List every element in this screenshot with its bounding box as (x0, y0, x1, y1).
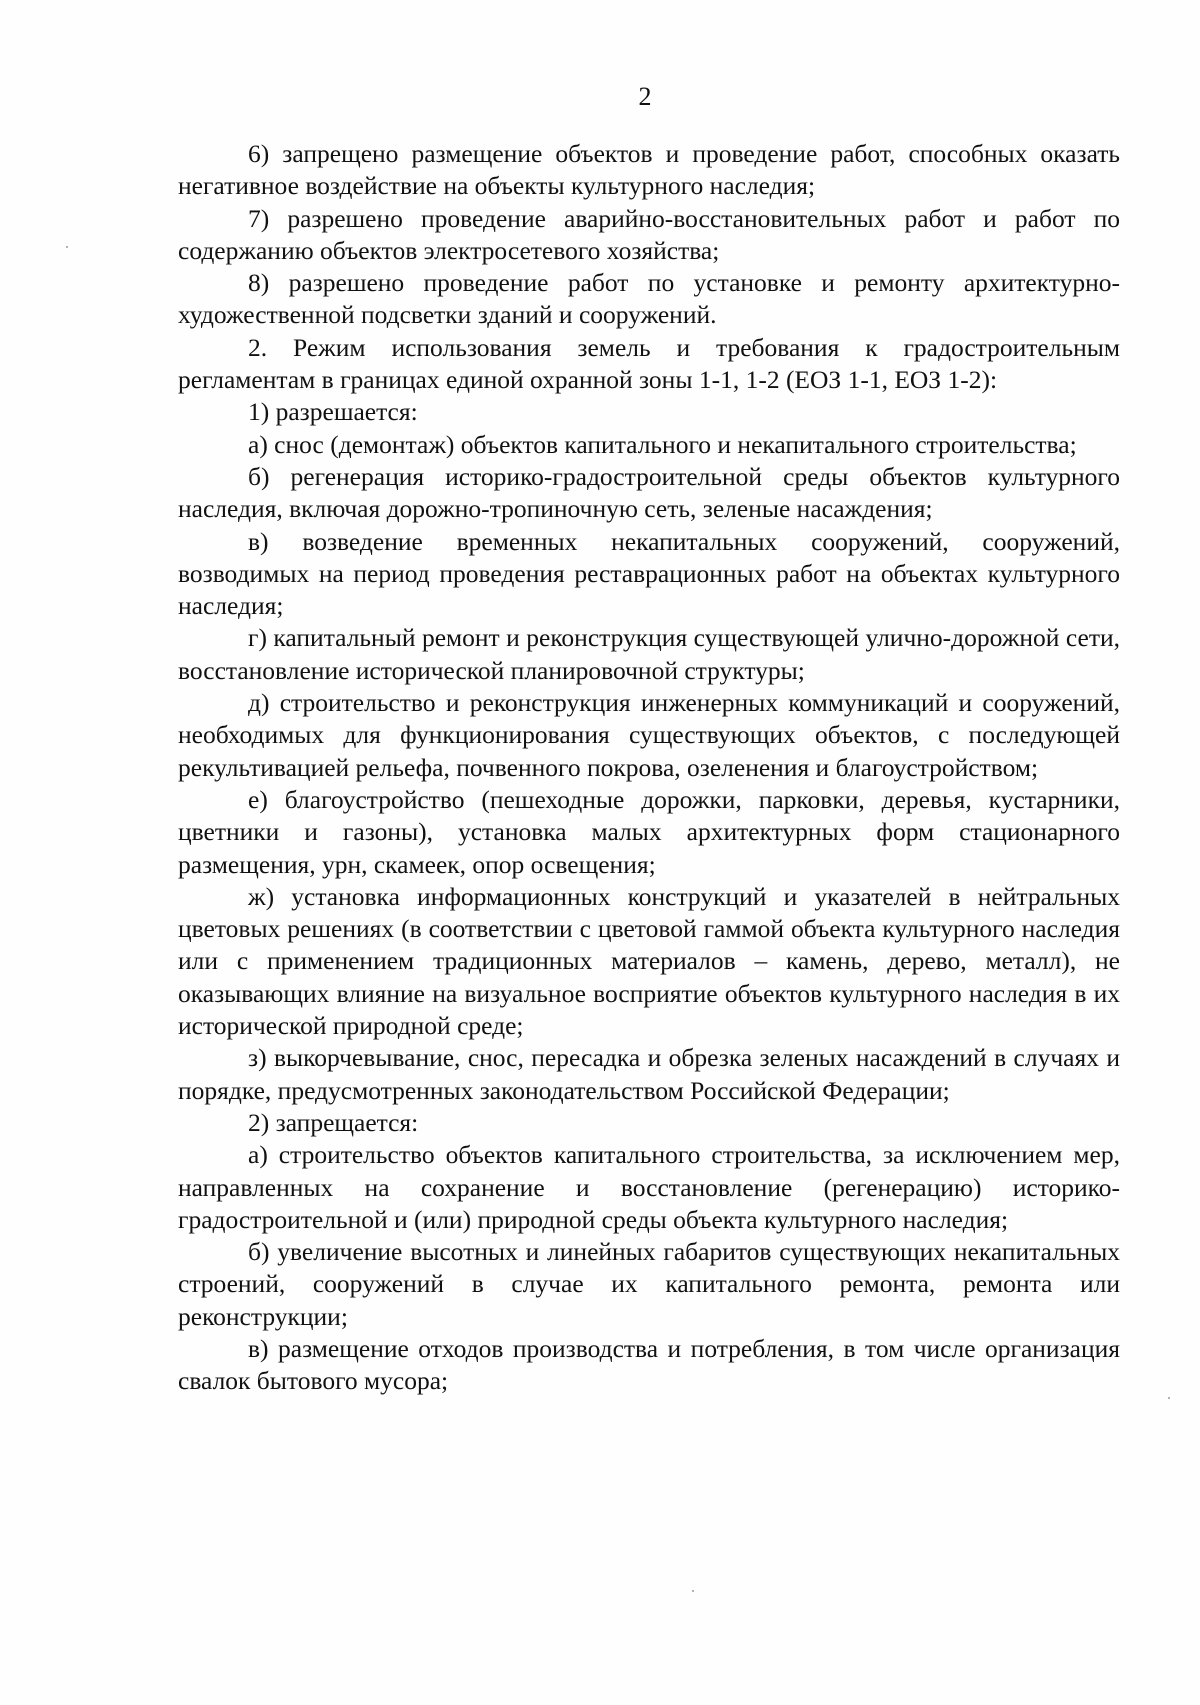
paragraph-8-lighting-works: 8) разрешено проведение работ по установке и ремонту архитектурно-художественной подсветки зданий и сооружений. (178, 268, 1120, 330)
subheading-prohibited: 2) запрещается: (248, 1107, 419, 1137)
prohibited-item-v-waste-placement: в) размещение отходов производства и потребления, в том числе организация свалок бытового мусора; (178, 1333, 1120, 1396)
item-v-temporary-structures: в) возведение временных некапитальных сооружений, сооружений, возводимых на период проведения реставрационных работ на объектах культурного наследия; (178, 526, 1120, 621)
prohibited-item-b-dimension-increase: б) увеличение высотных и линейных габаритов существующих некапитальных строений, сооружений в случае их капитального ремонта, ремонта или реконструкции; (178, 1237, 1120, 1331)
document-body (178, 138, 1120, 1398)
page-number: 2 (638, 82, 652, 111)
item-zh-information-signs: ж) установка информационных конструкций и указателей в нейтральных цветовых решениях (в соответствии с цветовой гаммой объекта культурного наследия или с применением традиционных материалов – камень, дерево, металл), не оказывающих влияние на визуальное восприятие объектов культурного наследия в их исторической природной среде; (178, 881, 1120, 1041)
paragraph-6-prohibited-placement: 6) запрещено размещение объектов и проведение работ, способных оказать негативное воздействие на объекты культурного наследия; (178, 139, 1120, 201)
subheading-permitted: 1) разрешается: (248, 397, 418, 427)
section-2-land-use-regime: 2. Режим использования земель и требования к градостроительным регламентам в границах единой охранной зоны 1-1, 1-2 (ЕОЗ 1-1, ЕОЗ 1-2): (178, 332, 1120, 395)
item-z-green-spaces: з) выкорчевывание, снос, пересадка и обрезка зеленых насаждений в случаях и порядке, предусмотренных законодательством Российской Федерации; (178, 1043, 1120, 1105)
scan-speck (66, 246, 68, 248)
item-d-engineering-utilities: д) строительство и реконструкция инженерных коммуникаций и сооружений, необходимых для функционирования существующих объектов, с последующей рекультивацией рельефа, почвенного покрова, озеленения и благоустройством; (178, 688, 1120, 782)
item-b-regeneration: б) регенерация историко-градостроительной среды объектов культурного наследия, включая дорожно-тропиночную сеть, зеленые насаждения; (178, 461, 1120, 524)
scan-speck (1168, 1397, 1170, 1399)
item-a-demolition: а) снос (демонтаж) объектов капитального и некапитального строительства; (248, 429, 1077, 459)
item-e-landscaping: е) благоустройство (пешеходные дорожки, парковки, деревья, кустарники, цветники и газоны), установка малых архитектурных форм стационарного размещения, урн, скамеек, опор освещения; (178, 784, 1120, 879)
item-g-road-network: г) капитальный ремонт и реконструкция существующей улично-дорожной сети, восстановление исторической планировочной структуры; (178, 623, 1120, 685)
scan-speck (692, 1590, 694, 1592)
paragraph-7-emergency-works: 7) разрешено проведение аварийно-восстановительных работ и работ по содержанию объектов электросетевого хозяйства; (178, 203, 1120, 265)
prohibited-item-a-construction: а) строительство объектов капитального строительства, за исключением мер, направленных на сохранение и восстановление (регенерацию) историко-градостроительной и (или) природной среды объекта культурного наследия; (178, 1140, 1120, 1234)
